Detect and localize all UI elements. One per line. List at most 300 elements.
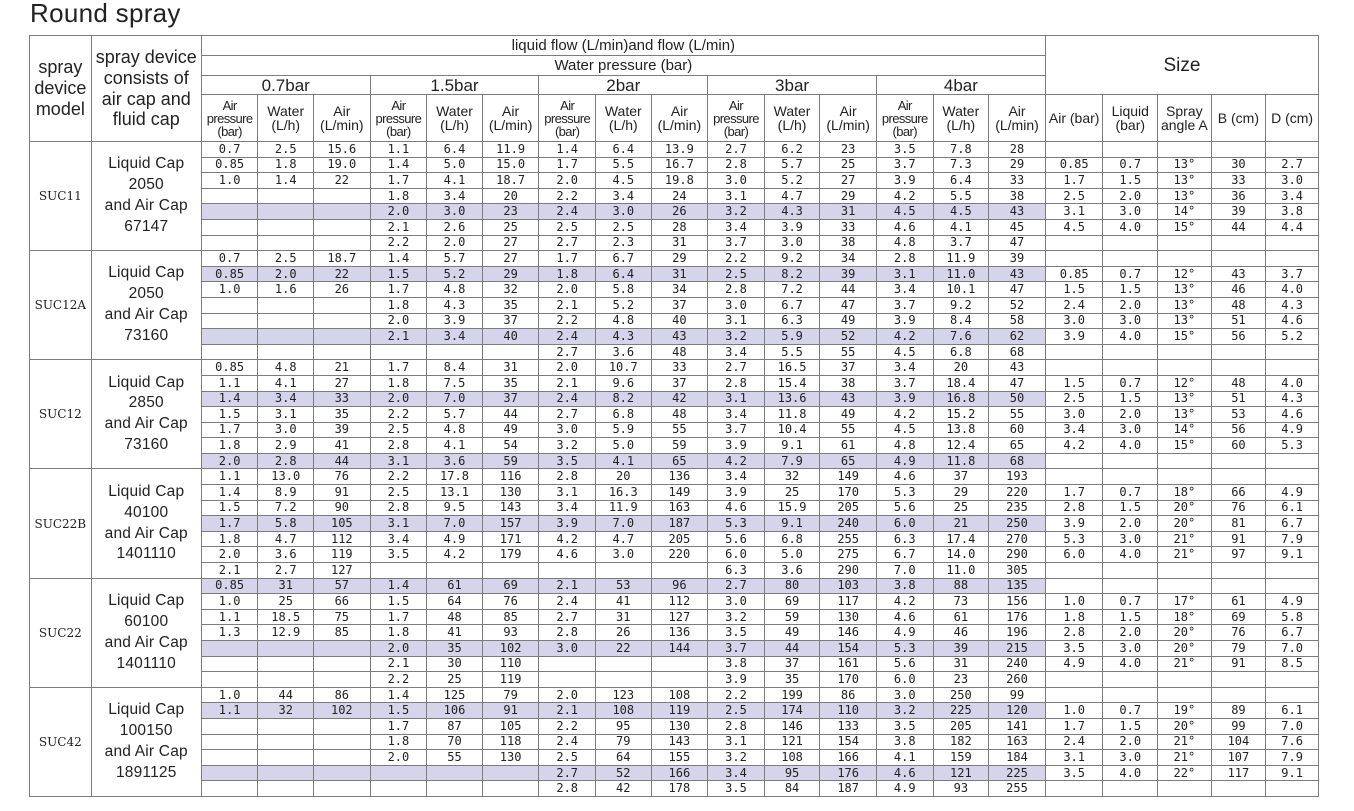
value-cell: 0.7 — [1103, 157, 1158, 173]
value-cell — [1211, 142, 1266, 158]
value-cell: 3.0 — [1266, 173, 1319, 189]
value-cell: 2.4 — [1045, 297, 1103, 313]
value-cell: 3.7 — [876, 375, 933, 391]
value-cell: 3.9 — [764, 219, 820, 235]
value-cell: 86 — [314, 687, 371, 703]
value-cell: 255 — [820, 531, 877, 547]
value-cell: 3.5 — [876, 718, 933, 734]
value-cell: 20° — [1158, 641, 1212, 657]
table-row — [30, 344, 1319, 360]
value-cell: 66 — [1211, 485, 1266, 501]
value-cell: 6.0 — [1045, 547, 1103, 563]
value-cell: 44 — [314, 453, 371, 469]
value-cell: 4.0 — [1103, 656, 1158, 672]
value-cell — [1211, 235, 1266, 251]
table-row — [30, 142, 1319, 158]
value-cell: 196 — [989, 625, 1046, 641]
value-cell: 235 — [989, 500, 1046, 516]
value-cell: 13.0 — [258, 469, 314, 485]
value-cell: 49 — [820, 313, 877, 329]
value-cell — [1158, 142, 1212, 158]
column-header: Water (L/h) — [595, 95, 651, 142]
value-cell: 123 — [595, 687, 651, 703]
consists-line: and Air Cap — [104, 197, 188, 215]
value-cell: 5.7 — [764, 157, 820, 173]
value-cell: 163 — [651, 500, 708, 516]
value-cell: 2.8 — [1045, 500, 1103, 516]
value-cell: 17.8 — [427, 469, 483, 485]
value-cell: 8.4 — [933, 313, 989, 329]
value-cell: 3.9 — [876, 173, 933, 189]
value-cell: 130 — [820, 609, 877, 625]
consists-line: Liquid Cap — [108, 155, 185, 173]
value-cell: 121 — [764, 734, 820, 750]
value-cell: 2.5 — [1045, 188, 1103, 204]
value-cell: 4.6 — [1266, 313, 1319, 329]
pressure-group-header: 4bar — [876, 76, 1045, 95]
consists-line: 1401110 — [116, 654, 176, 672]
value-cell: 2.7 — [539, 609, 596, 625]
value-cell: 89 — [1211, 703, 1266, 719]
value-cell — [370, 344, 427, 360]
value-cell: 37 — [651, 375, 708, 391]
value-cell: 4.5 — [1045, 219, 1103, 235]
value-cell: 3.5 — [708, 625, 765, 641]
value-cell: 12° — [1158, 375, 1212, 391]
model-cell: SUC11 — [30, 142, 92, 251]
value-cell — [314, 765, 371, 781]
value-cell: 2.7 — [258, 563, 314, 579]
value-cell: 117 — [820, 594, 877, 610]
value-cell — [1103, 469, 1158, 485]
value-cell: 3.4 — [595, 188, 651, 204]
value-cell: 65 — [651, 453, 708, 469]
value-cell: 9.6 — [595, 375, 651, 391]
value-cell: 5.6 — [708, 531, 765, 547]
value-cell: 5.3 — [1045, 531, 1103, 547]
value-cell: 7.5 — [427, 375, 483, 391]
value-cell: 1.7 — [539, 157, 596, 173]
value-cell: 6.7 — [764, 297, 820, 313]
value-cell: 65 — [989, 438, 1046, 454]
value-cell: 9.5 — [427, 500, 483, 516]
value-cell: 20° — [1158, 500, 1212, 516]
value-cell: 0.7 — [1103, 594, 1158, 610]
value-cell: 4.0 — [1103, 219, 1158, 235]
value-cell — [258, 672, 314, 688]
value-cell: 25 — [820, 157, 877, 173]
value-cell — [1158, 578, 1212, 594]
value-cell: 11.9 — [595, 500, 651, 516]
value-cell: 4.3 — [764, 204, 820, 220]
value-cell: 53 — [1211, 407, 1266, 423]
value-cell: 23 — [933, 672, 989, 688]
value-cell: 2.8 — [708, 157, 765, 173]
value-cell: 0.85 — [201, 578, 258, 594]
value-cell — [258, 718, 314, 734]
value-cell: 11.0 — [933, 563, 989, 579]
column-header: Air (L/min) — [989, 95, 1046, 142]
value-cell: 1.7 — [370, 173, 427, 189]
value-cell — [201, 313, 258, 329]
value-cell: 20° — [1158, 516, 1212, 532]
value-cell: 37 — [764, 656, 820, 672]
value-cell: 4.8 — [258, 360, 314, 376]
value-cell: 44 — [258, 687, 314, 703]
value-cell: 119 — [482, 672, 539, 688]
value-cell — [1211, 344, 1266, 360]
value-cell — [1045, 235, 1103, 251]
value-cell: 3.4 — [708, 765, 765, 781]
value-cell: 2.8 — [876, 251, 933, 267]
table-row — [30, 703, 1319, 719]
value-cell: 3.0 — [1045, 313, 1103, 329]
value-cell — [1211, 453, 1266, 469]
value-cell: 35 — [427, 641, 483, 657]
value-cell: 108 — [595, 703, 651, 719]
value-cell — [314, 313, 371, 329]
value-cell: 2.5 — [370, 422, 427, 438]
value-cell: 80 — [764, 578, 820, 594]
value-cell: 7.0 — [427, 516, 483, 532]
value-cell: 3.0 — [708, 297, 765, 313]
consists-cell — [91, 469, 201, 578]
value-cell: 2.0 — [370, 391, 427, 407]
value-cell: 3.1 — [708, 188, 765, 204]
value-cell: 3.7 — [1266, 266, 1319, 282]
value-cell: 6.0 — [708, 547, 765, 563]
value-cell: 62 — [989, 329, 1046, 345]
value-cell: 3.0 — [1103, 750, 1158, 766]
value-cell: 5.5 — [933, 188, 989, 204]
value-cell: 1.7 — [1045, 718, 1103, 734]
value-cell: 6.4 — [595, 266, 651, 282]
value-cell — [314, 344, 371, 360]
value-cell: 51 — [1211, 313, 1266, 329]
model-cell: SUC22B — [30, 469, 92, 578]
value-cell: 4.6 — [1266, 407, 1319, 423]
value-cell: 4.3 — [595, 329, 651, 345]
value-cell: 35 — [314, 407, 371, 423]
value-cell: 117 — [1211, 765, 1266, 781]
value-cell: 99 — [989, 687, 1046, 703]
value-cell: 8.4 — [427, 360, 483, 376]
value-cell: 2.0 — [1103, 297, 1158, 313]
consists-line: 73160 — [124, 327, 169, 345]
value-cell: 105 — [482, 718, 539, 734]
value-cell: 28 — [989, 142, 1046, 158]
value-cell — [1211, 251, 1266, 267]
value-cell: 1.8 — [370, 734, 427, 750]
value-cell: 52 — [820, 329, 877, 345]
value-cell: 2.8 — [1045, 625, 1103, 641]
value-cell — [1045, 344, 1103, 360]
value-cell — [314, 781, 371, 797]
consists-line: Liquid Cap — [108, 482, 185, 500]
value-cell: 193 — [989, 469, 1046, 485]
value-cell: 3.2 — [708, 329, 765, 345]
value-cell: 1.0 — [201, 173, 258, 189]
value-cell: 6.3 — [708, 563, 765, 579]
value-cell: 161 — [820, 656, 877, 672]
value-cell: 0.7 — [1103, 375, 1158, 391]
value-cell — [427, 563, 483, 579]
value-cell: 24 — [651, 188, 708, 204]
table-row — [30, 360, 1319, 376]
table-row — [30, 219, 1319, 235]
value-cell: 13° — [1158, 157, 1212, 173]
column-header: Air (L/min) — [651, 95, 708, 142]
value-cell: 2.2 — [370, 235, 427, 251]
value-cell: 2.0 — [370, 750, 427, 766]
table-row — [30, 563, 1319, 579]
value-cell: 21 — [933, 516, 989, 532]
value-cell: 22 — [314, 173, 371, 189]
value-cell: 2.5 — [258, 142, 314, 158]
value-cell — [1266, 453, 1319, 469]
value-cell: 2.5 — [708, 703, 765, 719]
value-cell: 31 — [651, 235, 708, 251]
value-cell: 108 — [764, 750, 820, 766]
value-cell: 48 — [427, 609, 483, 625]
value-cell: 12° — [1158, 266, 1212, 282]
value-cell: 119 — [651, 703, 708, 719]
value-cell: 4.0 — [1103, 547, 1158, 563]
value-cell: 3.5 — [876, 142, 933, 158]
value-cell — [1266, 360, 1319, 376]
value-cell: 205 — [820, 500, 877, 516]
table-row — [30, 173, 1319, 189]
value-cell: 10.1 — [933, 282, 989, 298]
value-cell: 4.9 — [427, 531, 483, 547]
value-cell: 290 — [820, 563, 877, 579]
value-cell: 3.4 — [876, 360, 933, 376]
value-cell: 4.9 — [1266, 422, 1319, 438]
column-header: Air pressure (bar) — [201, 95, 258, 142]
table-row — [30, 734, 1319, 750]
value-cell: 3.4 — [876, 282, 933, 298]
table-row — [30, 656, 1319, 672]
value-cell: 64 — [595, 750, 651, 766]
value-cell: 47 — [820, 297, 877, 313]
value-cell: 2.5 — [1045, 391, 1103, 407]
value-cell: 3.5 — [1045, 765, 1103, 781]
value-cell: 4.2 — [876, 329, 933, 345]
header-consists: spray device consists of air cap and fluid cap — [91, 36, 201, 142]
value-cell: 21° — [1158, 750, 1212, 766]
value-cell — [258, 656, 314, 672]
value-cell — [1266, 344, 1319, 360]
value-cell: 5.8 — [1266, 609, 1319, 625]
value-cell: 240 — [989, 656, 1046, 672]
value-cell: 32 — [764, 469, 820, 485]
value-cell: 170 — [820, 485, 877, 501]
value-cell: 57 — [314, 578, 371, 594]
value-cell: 3.9 — [876, 313, 933, 329]
value-cell: 59 — [482, 453, 539, 469]
value-cell: 220 — [989, 485, 1046, 501]
value-cell: 61 — [820, 438, 877, 454]
value-cell: 39 — [989, 251, 1046, 267]
value-cell — [1211, 687, 1266, 703]
value-cell: 68 — [989, 453, 1046, 469]
value-cell — [651, 563, 708, 579]
value-cell — [1158, 251, 1212, 267]
value-cell: 15° — [1158, 329, 1212, 345]
value-cell: 2.2 — [370, 407, 427, 423]
value-cell: 4.9 — [1045, 656, 1103, 672]
value-cell: 1.5 — [370, 594, 427, 610]
value-cell — [427, 765, 483, 781]
value-cell: 163 — [989, 734, 1046, 750]
value-cell: 184 — [989, 750, 1046, 766]
value-cell: 33 — [1211, 173, 1266, 189]
value-cell: 4.6 — [539, 547, 596, 563]
value-cell: 31 — [820, 204, 877, 220]
value-cell: 13.1 — [427, 485, 483, 501]
consists-line: and Air Cap — [104, 633, 188, 651]
value-cell: 76 — [1211, 500, 1266, 516]
value-cell — [258, 313, 314, 329]
value-cell: 2.8 — [370, 500, 427, 516]
value-cell: 20 — [933, 360, 989, 376]
value-cell: 2.7 — [539, 344, 596, 360]
value-cell: 7.9 — [764, 453, 820, 469]
value-cell: 33 — [820, 219, 877, 235]
value-cell: 3.9 — [427, 313, 483, 329]
value-cell — [201, 344, 258, 360]
value-cell — [1266, 672, 1319, 688]
value-cell: 182 — [933, 734, 989, 750]
value-cell: 7.9 — [1266, 531, 1319, 547]
value-cell: 26 — [595, 625, 651, 641]
value-cell — [314, 672, 371, 688]
value-cell: 1.4 — [370, 687, 427, 703]
value-cell: 0.85 — [1045, 266, 1103, 282]
value-cell: 4.1 — [933, 219, 989, 235]
value-cell: 2.0 — [1103, 516, 1158, 532]
value-cell: 4.3 — [427, 297, 483, 313]
consists-line: and Air Cap — [104, 306, 188, 324]
value-cell: 2.8 — [258, 453, 314, 469]
value-cell: 52 — [989, 297, 1046, 313]
value-cell: 30 — [427, 656, 483, 672]
value-cell: 2.0 — [370, 204, 427, 220]
value-cell: 4.0 — [1103, 438, 1158, 454]
value-cell: 85 — [482, 609, 539, 625]
value-cell: 130 — [651, 718, 708, 734]
value-cell: 4.9 — [1266, 485, 1319, 501]
value-cell: 7.0 — [427, 391, 483, 407]
value-cell — [1266, 251, 1319, 267]
value-cell: 4.2 — [427, 547, 483, 563]
value-cell: 33 — [314, 391, 371, 407]
value-cell: 1.7 — [370, 360, 427, 376]
value-cell — [314, 235, 371, 251]
table-row — [30, 687, 1319, 703]
value-cell: 5.5 — [764, 344, 820, 360]
value-cell: 3.0 — [258, 422, 314, 438]
value-cell: 102 — [314, 703, 371, 719]
value-cell: 35 — [764, 672, 820, 688]
value-cell — [314, 656, 371, 672]
value-cell: 37 — [820, 360, 877, 376]
value-cell: 130 — [482, 485, 539, 501]
value-cell: 23 — [482, 204, 539, 220]
page-title: Round spray — [30, 0, 181, 28]
table-row — [30, 485, 1319, 501]
value-cell: 21° — [1158, 656, 1212, 672]
value-cell: 19° — [1158, 703, 1212, 719]
value-cell: 1.1 — [201, 469, 258, 485]
value-cell: 3.9 — [539, 516, 596, 532]
value-cell: 3.6 — [427, 453, 483, 469]
value-cell: 60 — [1211, 438, 1266, 454]
value-cell: 4.2 — [876, 188, 933, 204]
table-row — [30, 500, 1319, 516]
value-cell: 2.0 — [201, 453, 258, 469]
value-cell: 2.5 — [539, 219, 596, 235]
value-cell: 3.2 — [708, 204, 765, 220]
value-cell: 3.5 — [708, 781, 765, 797]
value-cell: 25 — [258, 594, 314, 610]
value-cell: 3.7 — [708, 641, 765, 657]
value-cell: 220 — [651, 547, 708, 563]
value-cell: 1.3 — [201, 625, 258, 641]
header-flow: liquid flow (L/min)and flow (L/min) — [201, 36, 1045, 56]
pressure-group-header: 0.7bar — [201, 76, 370, 95]
value-cell: 127 — [651, 609, 708, 625]
value-cell: 7.0 — [1266, 718, 1319, 734]
value-cell: 102 — [482, 641, 539, 657]
value-cell: 15.2 — [933, 407, 989, 423]
value-cell: 187 — [651, 516, 708, 532]
value-cell: 3.5 — [370, 547, 427, 563]
value-cell — [314, 329, 371, 345]
value-cell: 2.5 — [595, 219, 651, 235]
value-cell: 31 — [482, 360, 539, 376]
value-cell: 5.6 — [876, 500, 933, 516]
value-cell: 49 — [820, 407, 877, 423]
value-cell: 120 — [989, 703, 1046, 719]
value-cell: 3.0 — [764, 235, 820, 251]
value-cell: 6.4 — [427, 142, 483, 158]
value-cell: 13° — [1158, 282, 1212, 298]
value-cell — [482, 563, 539, 579]
value-cell — [651, 656, 708, 672]
value-cell: 0.85 — [201, 360, 258, 376]
value-cell: 33 — [989, 173, 1046, 189]
value-cell: 1.8 — [258, 157, 314, 173]
value-cell: 21° — [1158, 734, 1212, 750]
value-cell: 5.3 — [708, 516, 765, 532]
value-cell: 8.2 — [764, 266, 820, 282]
value-cell: 3.4 — [370, 531, 427, 547]
value-cell: 3.5 — [539, 453, 596, 469]
value-cell: 5.2 — [427, 266, 483, 282]
value-cell: 2.0 — [427, 235, 483, 251]
value-cell: 6.1 — [1266, 500, 1319, 516]
value-cell: 2.1 — [539, 297, 596, 313]
value-cell: 41 — [595, 594, 651, 610]
table-row — [30, 750, 1319, 766]
value-cell: 5.0 — [764, 547, 820, 563]
value-cell: 25 — [764, 485, 820, 501]
table-row — [30, 266, 1319, 282]
value-cell: 1.4 — [370, 157, 427, 173]
value-cell: 112 — [314, 531, 371, 547]
value-cell: 1.5 — [1045, 282, 1103, 298]
